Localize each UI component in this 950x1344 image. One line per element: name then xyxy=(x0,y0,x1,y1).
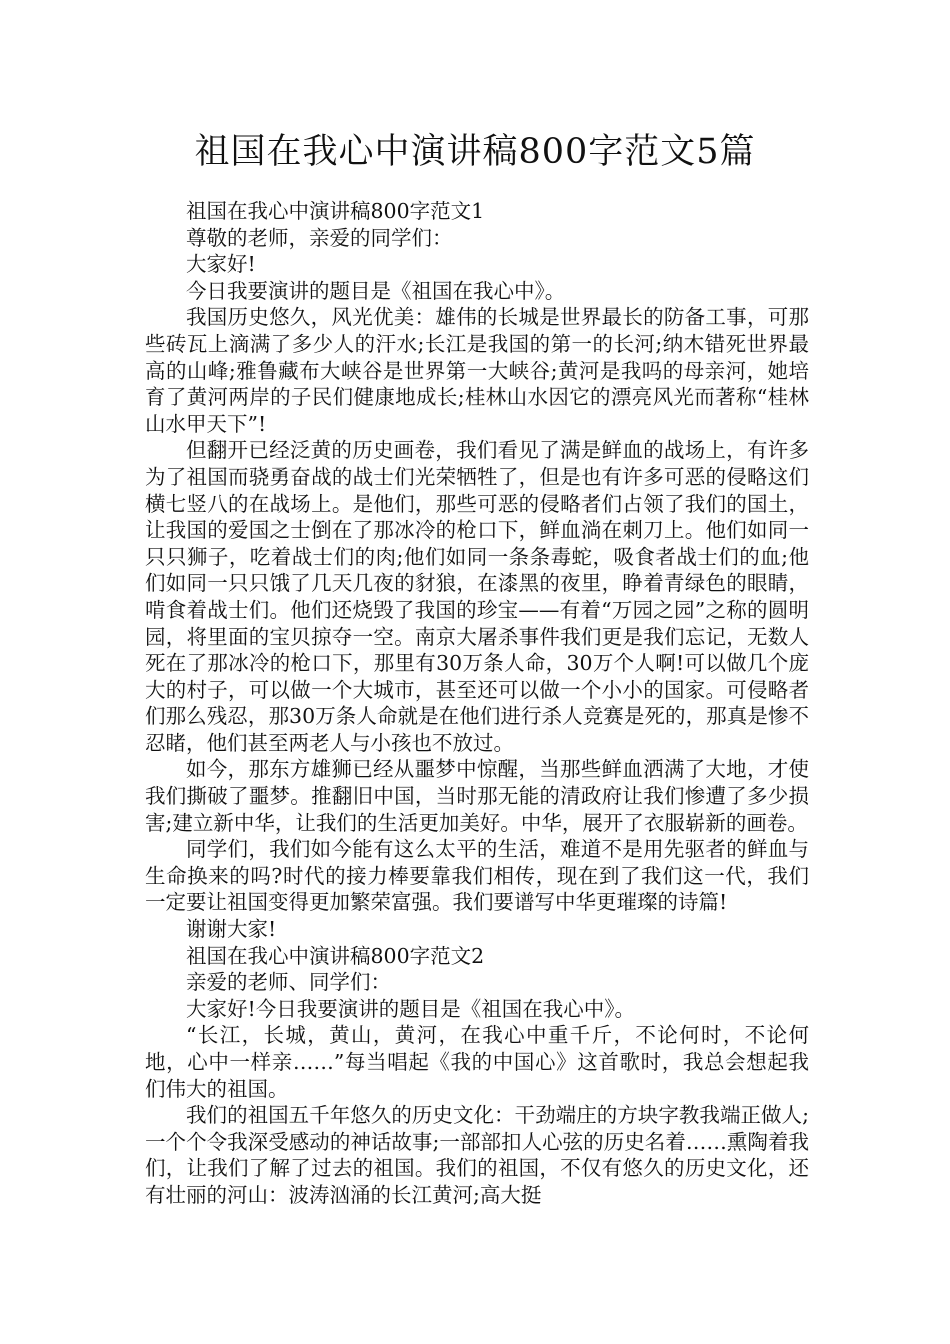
paragraph-awakening: 如今，那东方雄狮已经从噩梦中惊醒，当那些鲜血洒满了大地，才使我们撕破了噩梦。推翻旧中国，当时那无能的清政府让我们惨遭了多少损害;建立新中华，让我们的生活更加美好。中华，展开了衣服崭新的画卷。 xyxy=(145,757,809,835)
paragraph-call-to-action: 同学们，我们如今能有这么太平的生活，难道不是用先驱者的鲜血与生命换来的吗?时代的接力棒要靠我们相传，现在到了我们这一代，我们一定要让祖国变得更加繁荣富强。我们要谱写中华更璀璨的诗篇! xyxy=(145,837,809,915)
paragraph-greeting-2: 大家好!今日我要演讲的题目是《祖国在我心中》。 xyxy=(186,996,635,1021)
paragraph-section-heading-1: 祖国在我心中演讲稿800字范文1 xyxy=(186,199,485,223)
paragraph-salutation-2: 亲爱的老师、同学们： xyxy=(186,970,391,995)
paragraph-culture: 我们的祖国五千年悠久的历史文化：干劲端庄的方块字教我端正做人;一个个令我深受感动的神话故事;一部部扣人心弦的历史名着……熏陶着我们，让我们了解了过去的祖国。我们的祖国，不仅有悠久的历史文化，还有壮丽的河山：波涛汹涌的长江黄河;高大挺 xyxy=(145,1103,809,1207)
paragraph-topic-1: 今日我要演讲的题目是《祖国在我心中》。 xyxy=(186,278,566,303)
paragraph-section-heading-2: 祖国在我心中演讲稿800字范文2 xyxy=(186,943,485,968)
paragraph-song-quote: “长江，长城，黄山，黄河，在我心中重千斤，不论何时，不论何地，心中一样亲……”每当唱起《我的中国心》这首歌时，我总会想起我们伟大的祖国。 xyxy=(145,1023,809,1101)
document-body xyxy=(145,198,809,1209)
paragraph-history-war: 但翻开已经泛黄的历史画卷，我们看见了满是鲜血的战场上，有许多为了祖国而骁勇奋战的战士们光荣牺牲了，但是也有许多可恶的侵略这们横七竖八的在战场上。是他们，那些可恶的侵略者们占领了我们的国土，让我国的爱国之士倒在了那冰冷的枪口下，鲜血淌在刺刀上。他们如同一只只狮子，吃着战士们的肉;他们如同一条条毒蛇，吸食者战士们的血;他们如同一只只饿了几天几夜的豺狼，在漆黑的夜里，睁着青绿色的眼睛，啃食着战士们。他们还烧毁了我国的珍宝——有着“万园之园”之称的圆明园，将里面的宝贝掠夺一空。南京大屠杀事件我们更是我们忘记，无数人死在了那冰冷的枪口下，那里有30万条人命，30万个人啊!可以做几个庞大的村子，可以做一个大城市，甚至还可以做一个小小的国家。可侵略者们那么残忍，那30万条人命就是在他们进行杀人竞赛是死的，那真是惨不忍睹，他们甚至两老人与小孩也不放过。 xyxy=(145,438,809,755)
paragraph-greeting-1: 大家好! xyxy=(186,252,256,277)
paragraph-salutation-1: 尊敬的老师，亲爱的同学们： xyxy=(186,225,453,250)
paragraph-history-scenery: 我国历史悠久，风光优美：雄伟的长城是世界最长的防备工事，可那些砖瓦上滴满了多少人的汗水;长江是我国的第一的长河;纳木错死世界最高的山峰;雅鲁藏布大峡谷是世界第一大峡谷;黄河是我吗的母亲河，她培育了黄河两岸的子民们健康地成长;桂林山水因它的漂亮风光而著称“桂林山水甲天下”! xyxy=(145,305,809,436)
document-title: 祖国在我心中演讲稿800字范文5篇 xyxy=(194,132,756,172)
paragraph-thanks-1: 谢谢大家! xyxy=(186,917,277,942)
